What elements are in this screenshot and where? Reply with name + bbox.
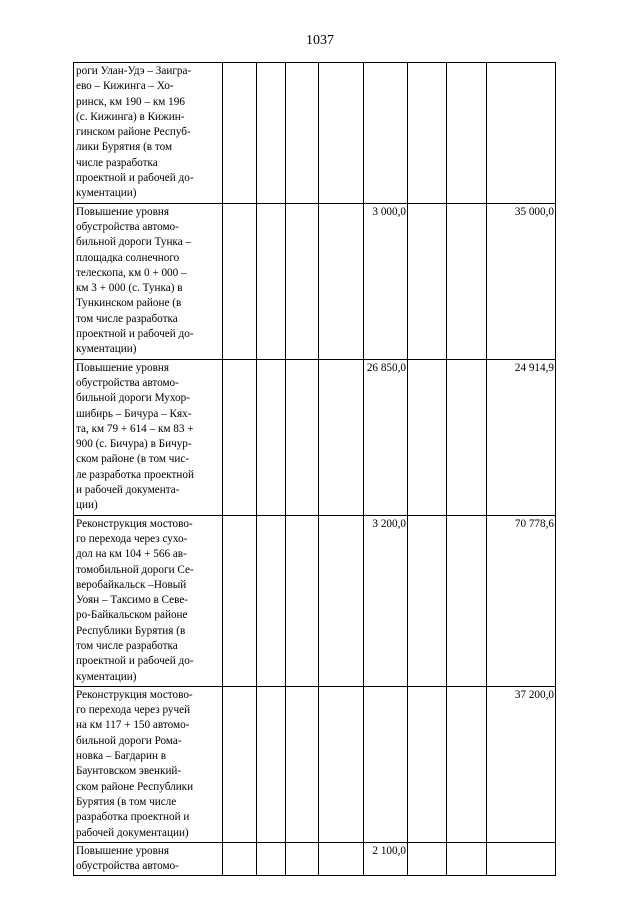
table-row (74, 359, 556, 515)
funding-value-a: 3 200,0 (363, 515, 407, 686)
table-row (74, 63, 556, 204)
empty-cell (286, 515, 319, 686)
empty-cell (319, 842, 363, 876)
measure-description: Повышение уровня обустройства автомо- (74, 842, 223, 876)
funding-value-b (487, 842, 556, 876)
measure-description: Повышение уровня обустройства автомо- бильной дороги Тунка – площадка солнечного телескопа, км 0 + 000 – км 3 + 000 (с. Тунка) в Тункинском районе (в том числе разработка проектной и рабочей до- кументации) (74, 203, 223, 359)
funding-value-a: 2 100,0 (363, 842, 407, 876)
funding-value-b: 37 200,0 (487, 686, 556, 842)
empty-cell (286, 203, 319, 359)
empty-cell (447, 686, 487, 842)
empty-cell (447, 515, 487, 686)
empty-cell (223, 203, 257, 359)
empty-cell (286, 686, 319, 842)
empty-cell (407, 359, 446, 515)
measure-description: Повышение уровня обустройства автомо- бильной дороги Мухор- шибирь – Бичура – Кях- та, км 79 + 614 – км 83 + 900 (с. Бичура) в Бичур- ском районе (в том чис- ле разработка проектной и рабочей документа- ции) (74, 359, 223, 515)
empty-cell (256, 515, 286, 686)
empty-cell (447, 842, 487, 876)
table-body (74, 63, 556, 876)
measure-description: Реконструкция мостово- го перехода через ручей на км 117 + 150 автомо- бильной дороги Рома- новка – Багдарин в Баунтовском эвенкий- ском районе Республики Бурятия (в том числе разработка проектной и рабочей документации) (74, 686, 223, 842)
empty-cell (256, 63, 286, 204)
empty-cell (407, 203, 446, 359)
empty-cell (286, 359, 319, 515)
table-row (74, 515, 556, 686)
funding-value-b (487, 63, 556, 204)
empty-cell (223, 359, 257, 515)
page-number: 1037 (306, 33, 334, 48)
empty-cell (407, 515, 446, 686)
empty-cell (447, 359, 487, 515)
funding-value-a: 3 000,0 (363, 203, 407, 359)
empty-cell (223, 515, 257, 686)
measure-description: роги Улан-Удэ – Заигра- ево – Кижинга – Хо- ринск, км 190 – км 196 (с. Кижинга) в Кижин- гинском районе Респуб- лики Бурятия (в том числе разработка проектной и рабочей до- кументации) (74, 63, 223, 204)
empty-cell (256, 359, 286, 515)
empty-cell (447, 203, 487, 359)
empty-cell (256, 203, 286, 359)
empty-cell (223, 63, 257, 204)
empty-cell (407, 63, 446, 204)
empty-cell (223, 686, 257, 842)
funding-value-a: 26 850,0 (363, 359, 407, 515)
measure-description: Реконструкция мостово- го перехода через сухо- дол на км 104 + 566 ав- томобильной дороги Се- веробайкальск –Новый Уоян – Таксимо в Севе- ро-Байкальском районе Республики Бурятия (в том числе разработка проектной и рабочей до- кументации) (74, 515, 223, 686)
empty-cell (447, 63, 487, 204)
funding-value-a (363, 63, 407, 204)
empty-cell (407, 842, 446, 876)
funding-value-b: 35 000,0 (487, 203, 556, 359)
table-row (74, 842, 556, 876)
table-row (74, 686, 556, 842)
funding-value-b: 24 914,9 (487, 359, 556, 515)
empty-cell (286, 63, 319, 204)
empty-cell (407, 686, 446, 842)
empty-cell (256, 842, 286, 876)
funding-value-b: 70 778,6 (487, 515, 556, 686)
funding-value-a (363, 686, 407, 842)
table-row (74, 203, 556, 359)
empty-cell (319, 686, 363, 842)
budget-table (73, 62, 556, 876)
empty-cell (286, 842, 319, 876)
empty-cell (256, 686, 286, 842)
empty-cell (319, 63, 363, 204)
empty-cell (319, 203, 363, 359)
empty-cell (223, 842, 257, 876)
empty-cell (319, 359, 363, 515)
empty-cell (319, 515, 363, 686)
